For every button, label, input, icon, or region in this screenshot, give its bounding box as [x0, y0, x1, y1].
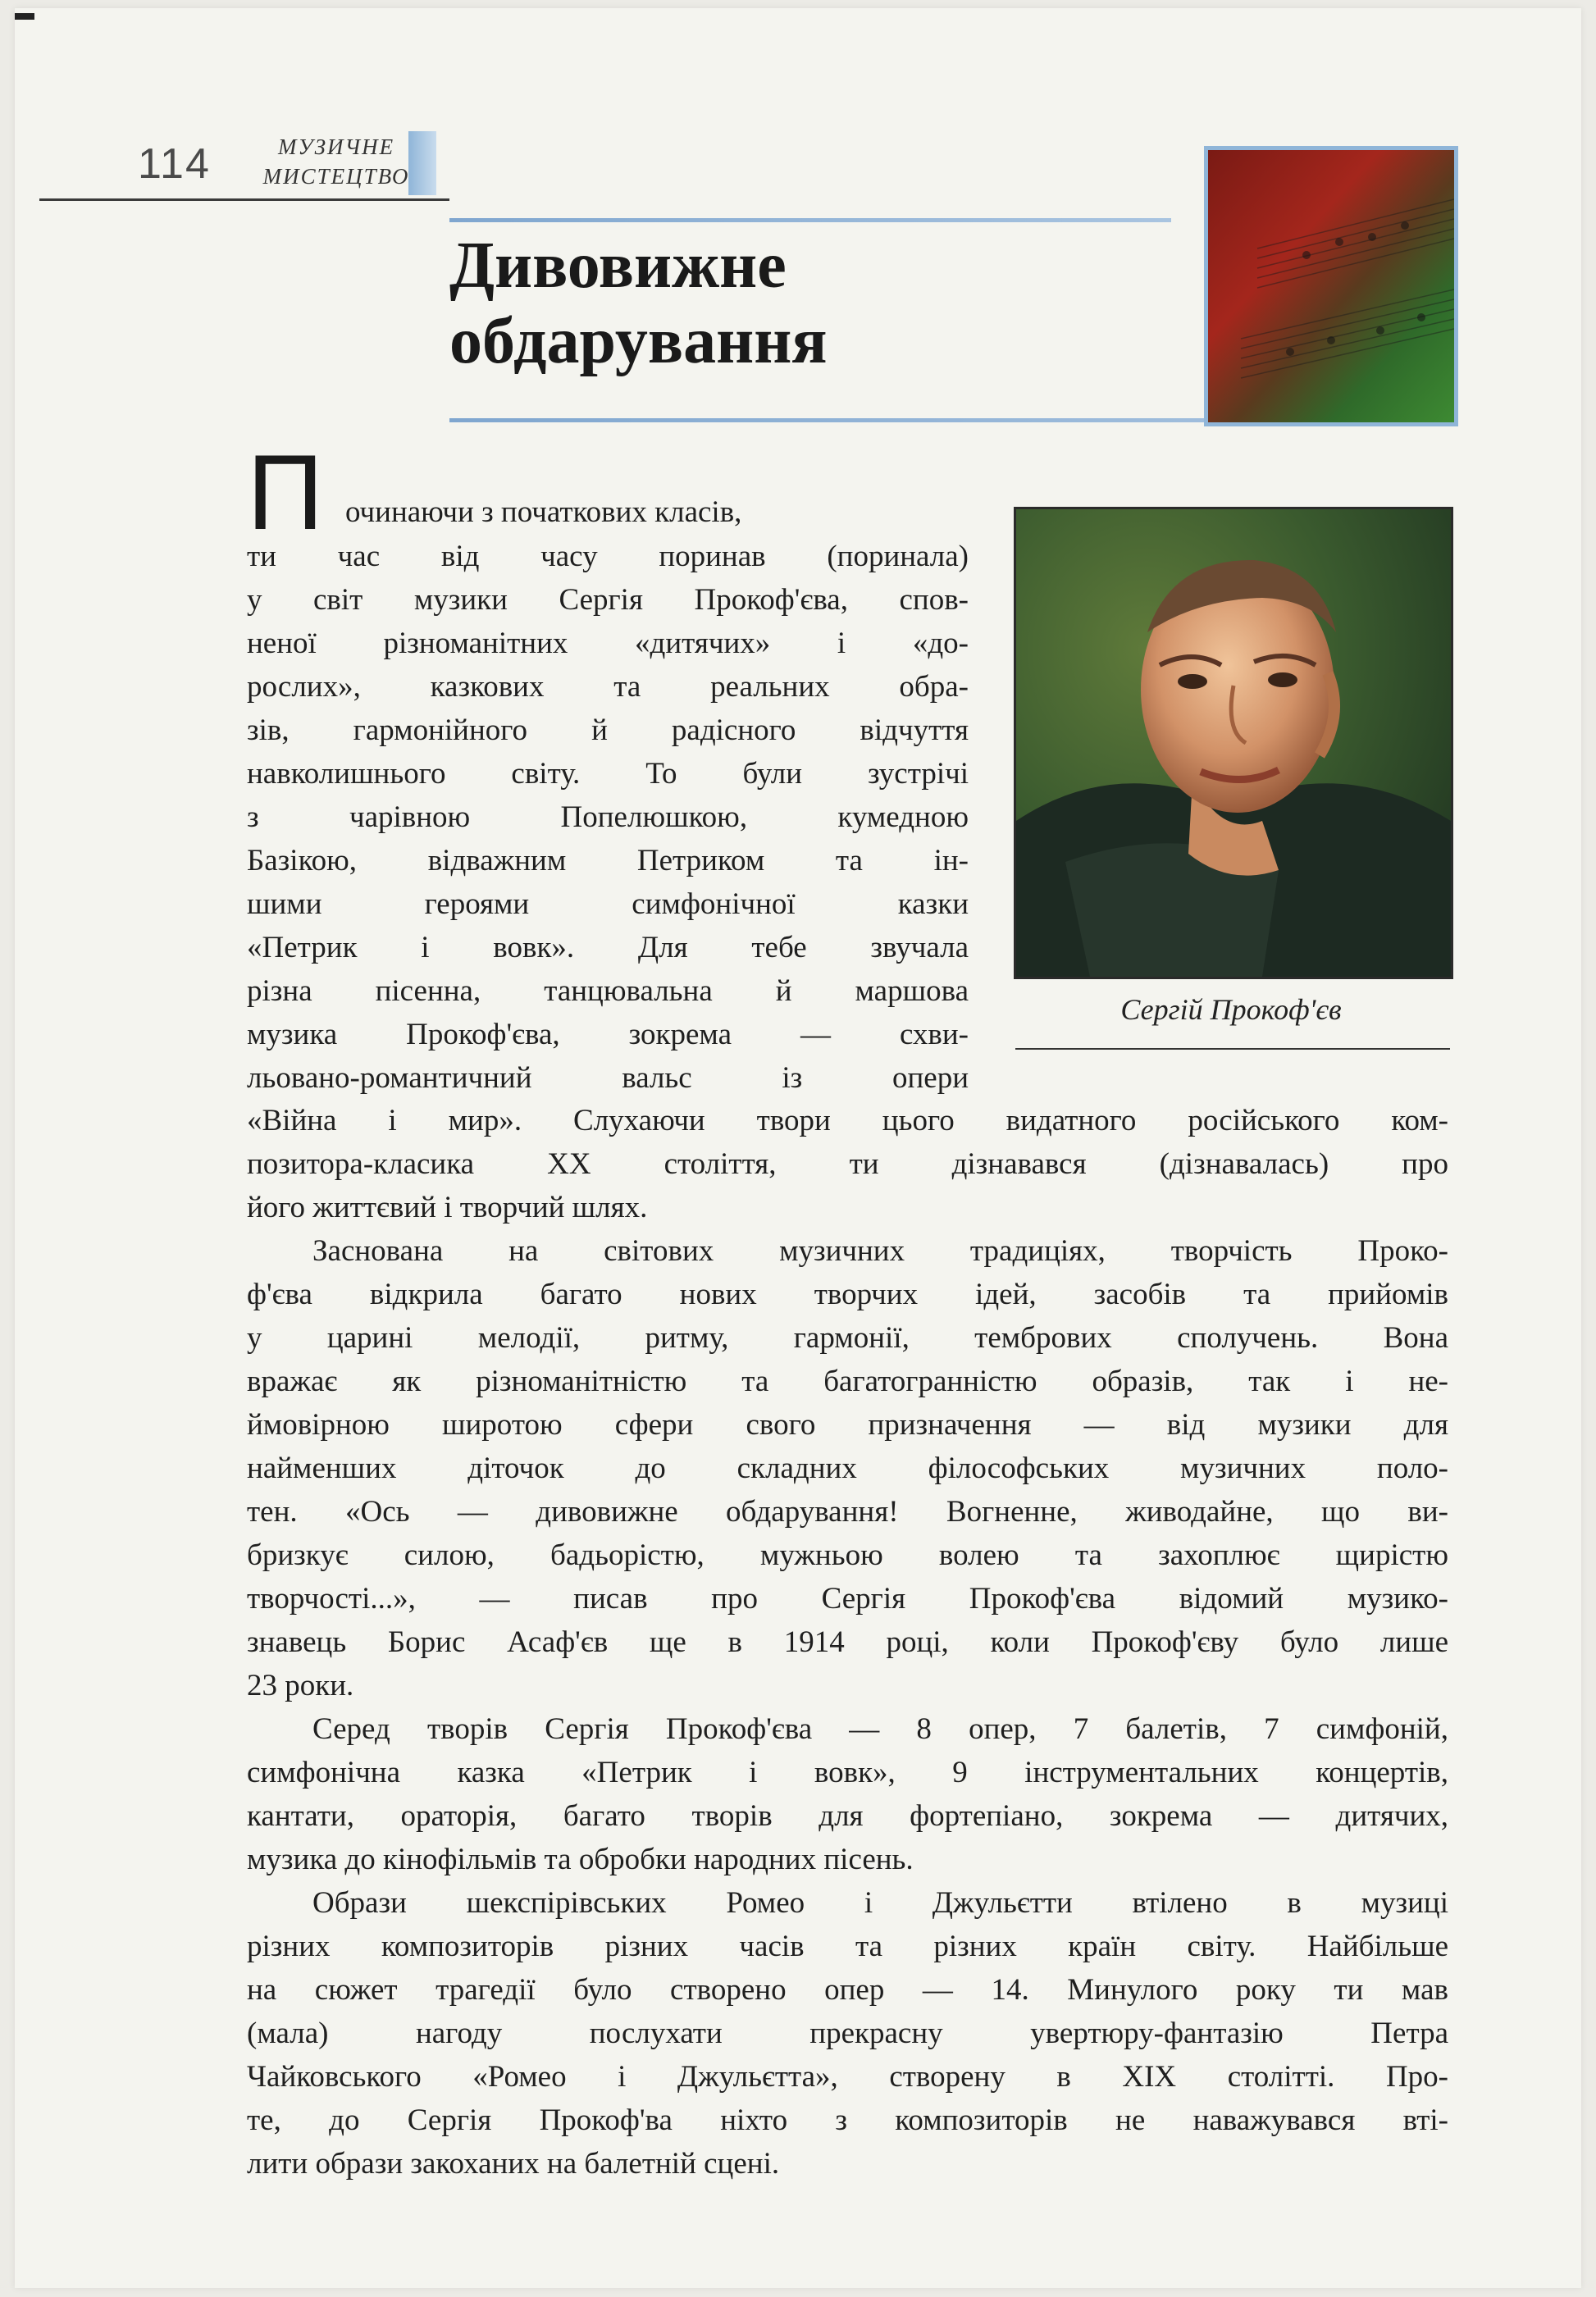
prokofiev-portrait	[1014, 507, 1453, 979]
sheet-music-illustration	[1208, 150, 1454, 422]
text-line: (мала) нагоду послухати прекрасну увертюру-фантазію Петра	[247, 2017, 1448, 2050]
text-line: лити образи закоханих на балетній сцені.	[247, 2147, 780, 2181]
text-line: зів, гармонійного й радісного відчуття	[247, 713, 969, 747]
page-number: 114	[138, 140, 211, 188]
main-text-block	[247, 1099, 1448, 2185]
text-line: льовано-романтичний вальс із опери	[247, 1061, 969, 1095]
text-line: бризкує силою, бадьорістю, мужньою волею та захоплює щирістю	[247, 1538, 1448, 1572]
text-line: на сюжет трагедії було створено опер — 14. Минулого року ти мав	[247, 1973, 1448, 2007]
text-line: Чайковського «Ромео і Джульєтта», створену в XIX столітті. Про-	[247, 2060, 1448, 2094]
scan-corner-mark	[15, 13, 34, 20]
text-line: навколишнього світу. То були зустрічі	[247, 757, 969, 791]
text-line: ф'єва відкрила багато нових творчих ідей, засобів та прийомів	[247, 1278, 1448, 1311]
paragraph	[247, 1707, 1448, 1881]
text-line: кантати, ораторія, багато творів для фортепіано, зокрема — дитячих,	[247, 1799, 1448, 1833]
text-line: тен. «Ось — дивовижне обдарування! Вогненне, живодайне, що ви-	[247, 1495, 1448, 1529]
text-line: у царині мелодії, ритму, гармонії, тембрових сполучень. Вона	[247, 1321, 1448, 1355]
text-line: вражає як різноманітністю та багатогранністю образів, так і не-	[247, 1365, 1448, 1398]
text-line: рослих», казкових та реальних обра-	[247, 670, 969, 704]
intro-wrapped-block	[247, 432, 969, 1100]
text-line: знавець Борис Асаф'єв ще в 1914 році, коли Прокоф'єву було лише	[247, 1625, 1448, 1659]
text-line: позитора-класика XX століття, ти дізнавався (дізнавалась) про	[247, 1147, 1448, 1181]
text-line: ти час від часу поринав (поринала)	[247, 540, 969, 573]
text-line: Базікою, відважним Петриком та ін-	[247, 844, 969, 877]
caption-rule	[1015, 1048, 1450, 1050]
text-line: «Петрик і вовк». Для тебе звучала	[247, 931, 969, 964]
dropcap-row	[247, 432, 969, 552]
intro-wrapped-lines	[247, 535, 969, 1100]
paragraph	[247, 1881, 1448, 2185]
intro-first-line: очинаючи з початкових класів,	[345, 495, 742, 529]
text-line: 23 роки.	[247, 1669, 354, 1702]
sheet-music-decorative-image	[1204, 146, 1458, 426]
text-line: у світ музики Сергія Прокоф'єва, спов-	[247, 583, 969, 617]
text-line: ймовірною широтою сфери свого призначення — від музики для	[247, 1408, 1448, 1442]
text-line: різних композиторів різних часів та різних країн світу. Найбільше	[247, 1930, 1448, 1963]
text-line: музика Прокоф'єва, зокрема — схви-	[247, 1018, 969, 1051]
text-line: шими героями симфонічної казки	[247, 887, 969, 921]
page-title-line1: Дивовижне	[449, 230, 787, 302]
text-line: його життєвий і творчий шлях.	[247, 1191, 648, 1224]
portrait-painting	[1016, 509, 1451, 977]
portrait-caption: Сергій Прокоф'єв	[1120, 993, 1342, 1026]
page-title-line2: обдарування	[449, 305, 828, 377]
textbook-page	[15, 8, 1581, 2288]
section-label-line2: МИСТЕЦТВО	[262, 164, 410, 189]
section-label-line1: МУЗИЧНЕ	[277, 134, 395, 159]
text-line: з чарівною Попелюшкою, кумедною	[247, 800, 969, 834]
text-line: Серед творів Сергія Прокоф'єва — 8 опер, 7 балетів, 7 симфоній,	[312, 1712, 1448, 1746]
drop-cap-letter: П	[247, 432, 324, 552]
section-header-tab	[230, 131, 451, 197]
text-line: Заснована на світових музичних традиціях, творчість Проко-	[312, 1234, 1448, 1268]
text-line: творчості...», — писав про Сергія Прокоф'єва відомий музико-	[247, 1582, 1448, 1616]
header-rule	[39, 198, 449, 201]
text-line: симфонічна казка «Петрик і вовк», 9 інструментальних концертів,	[247, 1756, 1448, 1789]
text-line: музика до кінофільмів та обробки народних пісень.	[247, 1843, 914, 1876]
text-line: різна пісенна, танцювальна й маршова	[247, 974, 969, 1008]
text-line: «Війна і мир». Слухаючи твори цього видатного російського ком-	[247, 1104, 1448, 1137]
paragraph	[247, 1229, 1448, 1707]
text-line: найменших діточок до складних філософських музичних поло-	[247, 1452, 1448, 1485]
page-title	[449, 228, 1171, 379]
text-line: те, до Сергія Прокоф'ва ніхто з композиторів не наважувався вті-	[247, 2103, 1448, 2137]
text-line: неної різноманітних «дитячих» і «до-	[247, 627, 969, 660]
text-line: Образи шекспірівських Ромео і Джульєтти втілено в музиці	[312, 1886, 1448, 1920]
title-rule-top	[449, 218, 1171, 222]
